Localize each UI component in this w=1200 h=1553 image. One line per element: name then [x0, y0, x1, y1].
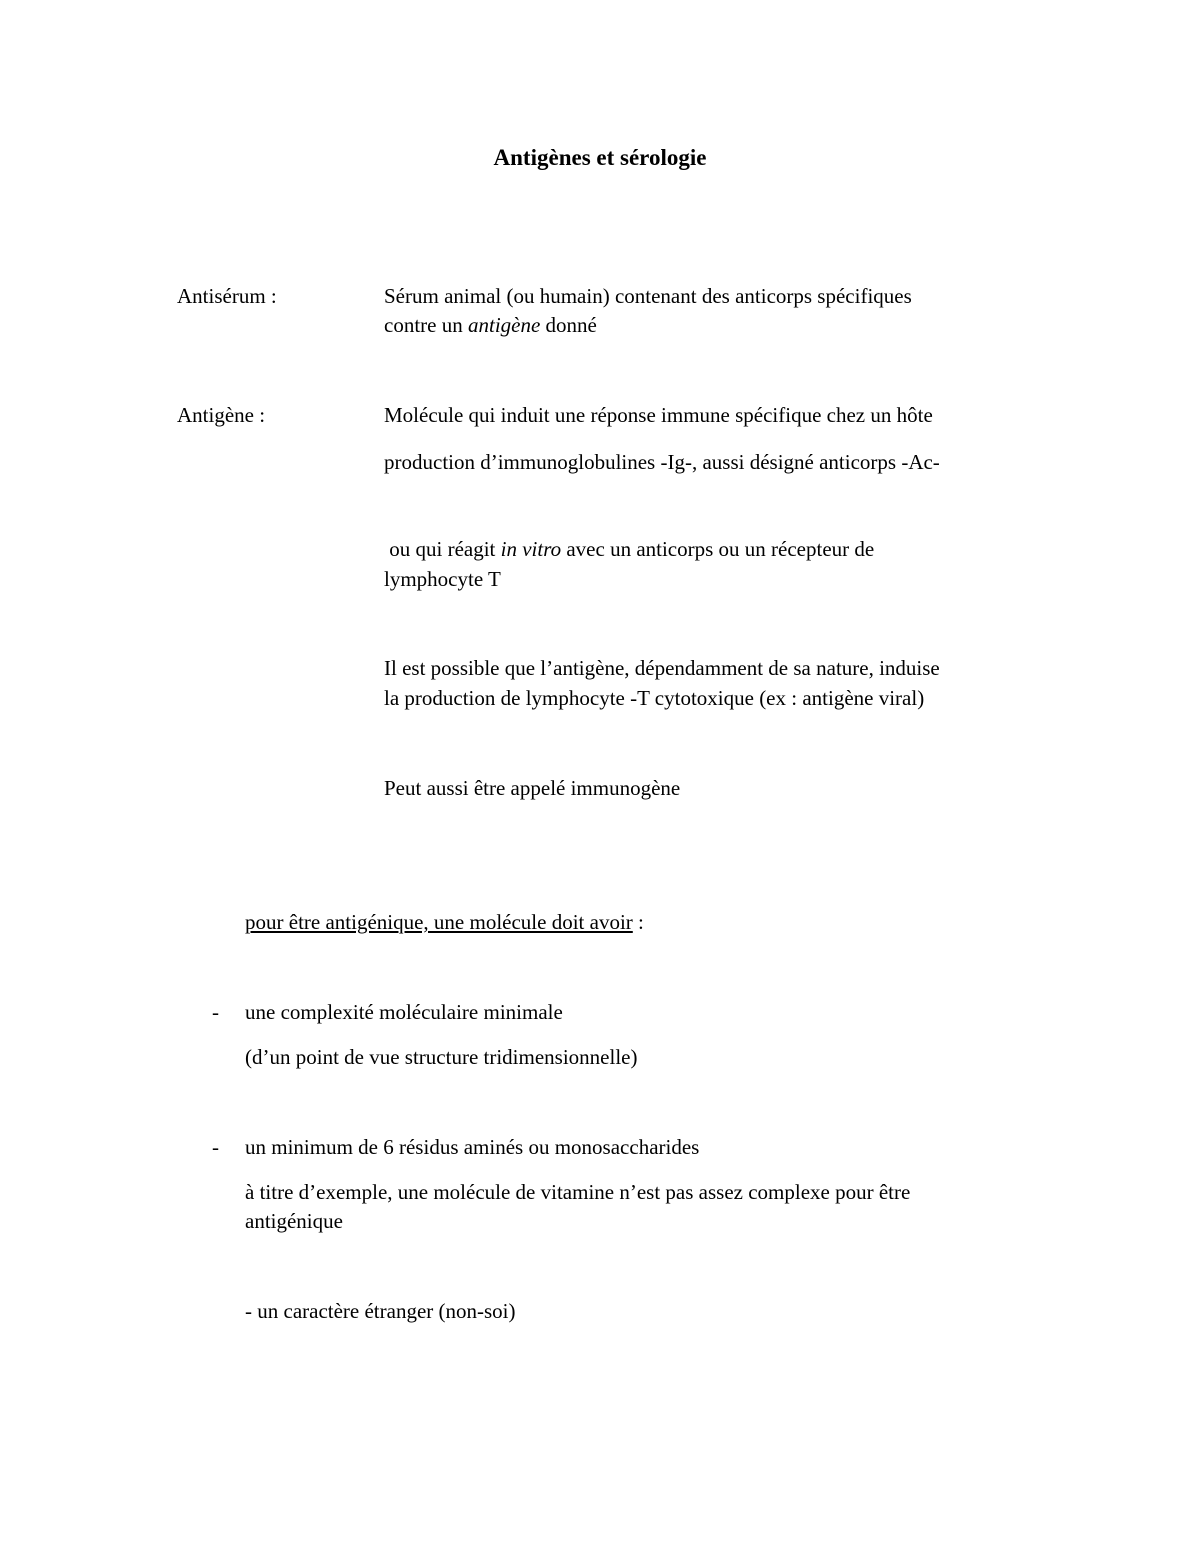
list-item-2-line-3: antigénique: [245, 1209, 343, 1233]
antiserum-definition-line-1: Sérum animal (ou humain) contenant des anticorps spécifiques: [384, 284, 912, 308]
text-run: contre un: [384, 313, 468, 337]
list-item-1-line-2: (d’un point de vue structure tridimensionnelle): [245, 1045, 638, 1069]
requirements-heading-suffix: :: [632, 910, 644, 934]
text-run: avec un anticorps ou un récepteur de: [561, 537, 875, 561]
antigene-definition-line-4: lymphocyte T: [384, 567, 501, 591]
term-antiserum: Antisérum :: [177, 284, 277, 308]
term-antigene: Antigène :: [177, 403, 266, 427]
list-item-dash: -: [212, 1000, 219, 1024]
list-item-3: - un caractère étranger (non-soi): [245, 1299, 516, 1323]
page-title: Antigènes et sérologie: [493, 145, 707, 170]
text-run: ou qui réagit: [384, 537, 501, 561]
list-item-2-line-1: un minimum de 6 résidus aminés ou monosaccharides: [245, 1135, 700, 1159]
italic-term-antigene: antigène: [467, 313, 541, 337]
antigene-definition-line-5: Il est possible que l’antigène, dépendamment de sa nature, induise: [384, 656, 940, 680]
antigene-definition-line-1: Molécule qui induit une réponse immune spécifique chez un hôte: [384, 403, 933, 427]
antigene-definition-line-2: production d’immunoglobulines -Ig-, aussi désigné anticorps -Ac-: [384, 450, 940, 474]
antigene-definition-line-6: la production de lymphocyte -T cytotoxique (ex : antigène viral): [384, 686, 925, 710]
requirements-heading-underlined: pour être antigénique, une molécule doit avoir: [245, 910, 633, 934]
list-item-dash: -: [212, 1135, 219, 1159]
antiserum-definition-line-2: [384, 310, 597, 340]
antigene-definition-line-3: [384, 534, 874, 564]
list-item-1-line-1: une complexité moléculaire minimale: [245, 1000, 563, 1024]
italic-in-vitro: in vitro: [500, 537, 562, 561]
list-item-2-line-2: à titre d’exemple, une molécule de vitamine n’est pas assez complexe pour être: [245, 1180, 911, 1204]
requirements-heading: [245, 907, 644, 937]
antigene-definition-line-7: Peut aussi être appelé immunogène: [384, 776, 681, 800]
text-run: donné: [540, 313, 597, 337]
